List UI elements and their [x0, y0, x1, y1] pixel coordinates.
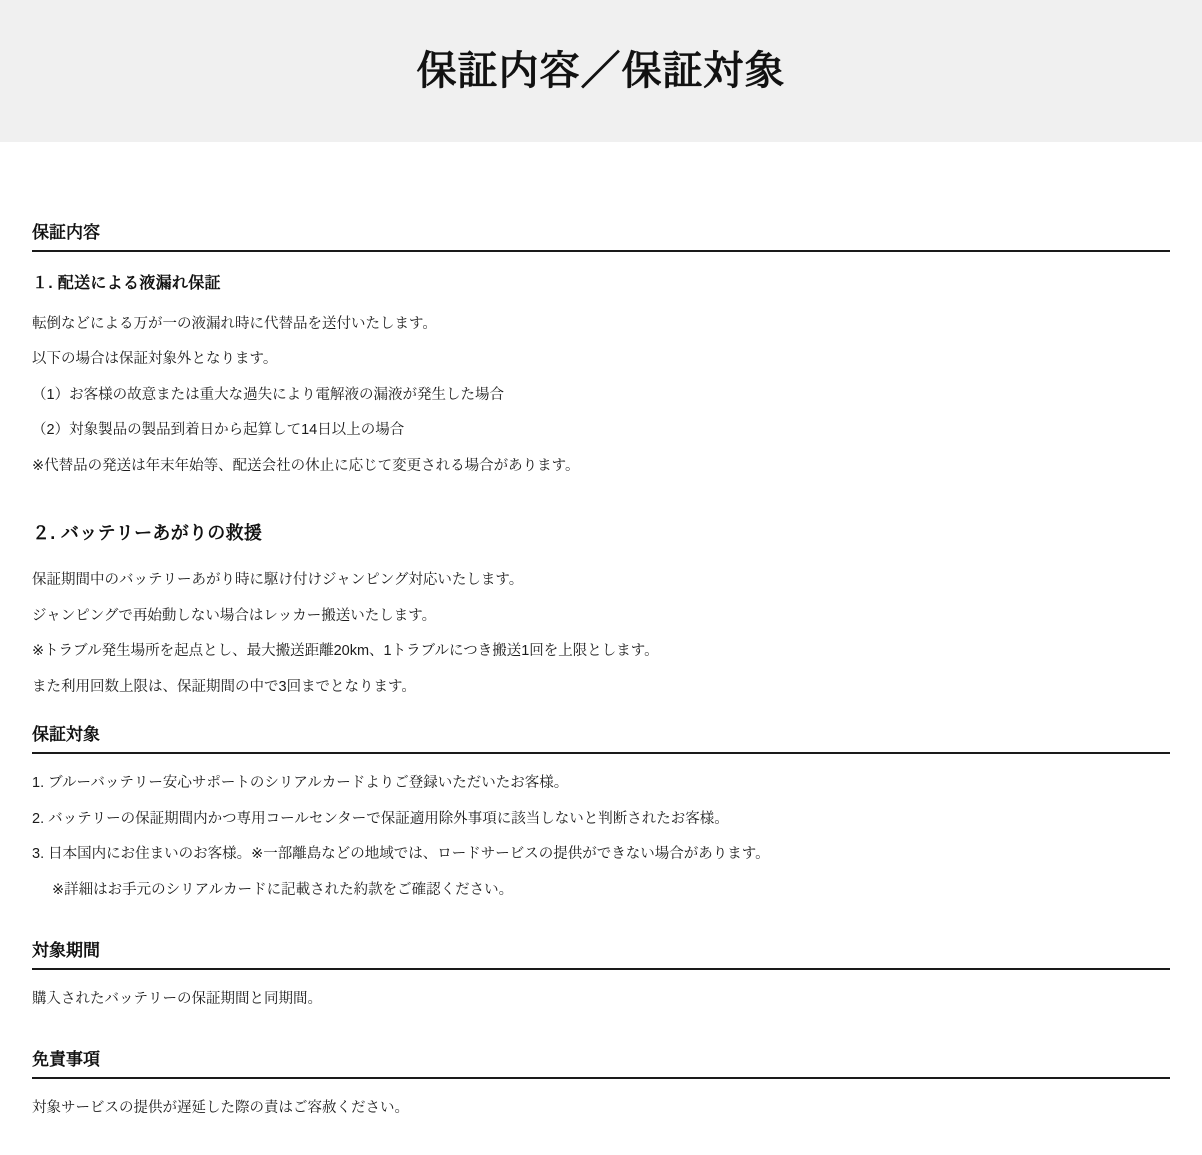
list-item-note: ※詳細はお手元のシリアルカードに記載された約款をご確認ください。 [52, 881, 514, 898]
section-warranty-content [32, 218, 1170, 698]
list-item: 2. バッテリーの保証期間内かつ専用コールセンターで保証適用除外事項に該当しないと判断されたお客様。 [32, 810, 729, 827]
list-item: 1. ブルーバッテリー安心サポートのシリアルカードよりご登録いただいたお客様。 [32, 775, 569, 792]
spacer [32, 1119, 1170, 1155]
spacer [32, 698, 1170, 720]
warranty-target-list [32, 772, 1170, 901]
disclaimer-line-1: 対象サービスの提供が遅延した際の責はご容赦ください。 [32, 1099, 409, 1116]
section-heading-warranty-target: 保証対象 [32, 720, 1170, 754]
battery-rescue-line-1: 保証期間中のバッテリーあがり時に駆け付けジャンピング対応いたします。 [32, 572, 524, 589]
spacer [32, 1011, 1170, 1045]
section-heading-disclaimer: 免責事項 [32, 1045, 1170, 1079]
section-heading-warranty-content: 保証内容 [32, 218, 1170, 252]
battery-rescue-line-3: ※トラブル発生場所を起点とし、最大搬送距離20km、1トラブルにつき搬送1回を上限とします。 [32, 643, 659, 660]
leak-warranty-line-5: ※代替品の発送は年末年始等、配送会社の休止に応じて変更される場合があります。 [32, 457, 580, 474]
subsection-heading-battery-rescue: ２. バッテリーあがりの救援 [32, 523, 263, 544]
target-period-line-1: 購入されたバッテリーの保証期間と同期間。 [32, 991, 322, 1008]
section-target-period [32, 936, 1170, 1010]
page-title: 保証内容／保証対象 [416, 49, 786, 93]
page-banner [0, 0, 1202, 142]
leak-warranty-line-4: （2）対象製品の製品到着日から起算して14日以上の場合 [32, 422, 405, 439]
subsection-heading-leak-warranty: １. 配送による液漏れ保証 [32, 275, 221, 292]
battery-rescue-line-2: ジャンピングで再始動しない場合はレッカー搬送いたします。 [32, 607, 437, 624]
leak-warranty-line-2: 以下の場合は保証対象外となります。 [32, 351, 278, 368]
leak-warranty-line-1: 転倒などによる万が一の液漏れ時に代替品を送付いたします。 [32, 316, 437, 332]
list-item: 3. 日本国内にお住まいのお客様。※一部離島などの地域では、ロードサービスの提供ができない場合があります。 [32, 846, 770, 863]
leak-warranty-line-3: （1）お客様の故意または重大な過失により電解液の漏液が発生した場合 [32, 386, 505, 403]
section-warranty-target [32, 720, 1170, 901]
page-content [0, 218, 1202, 1155]
section-disclaimer [32, 1045, 1170, 1119]
spacer [32, 914, 1170, 936]
battery-rescue-line-4: また利用回数上限は、保証期間の中で3回までとなります。 [32, 678, 416, 695]
section-heading-target-period: 対象期間 [32, 936, 1170, 970]
